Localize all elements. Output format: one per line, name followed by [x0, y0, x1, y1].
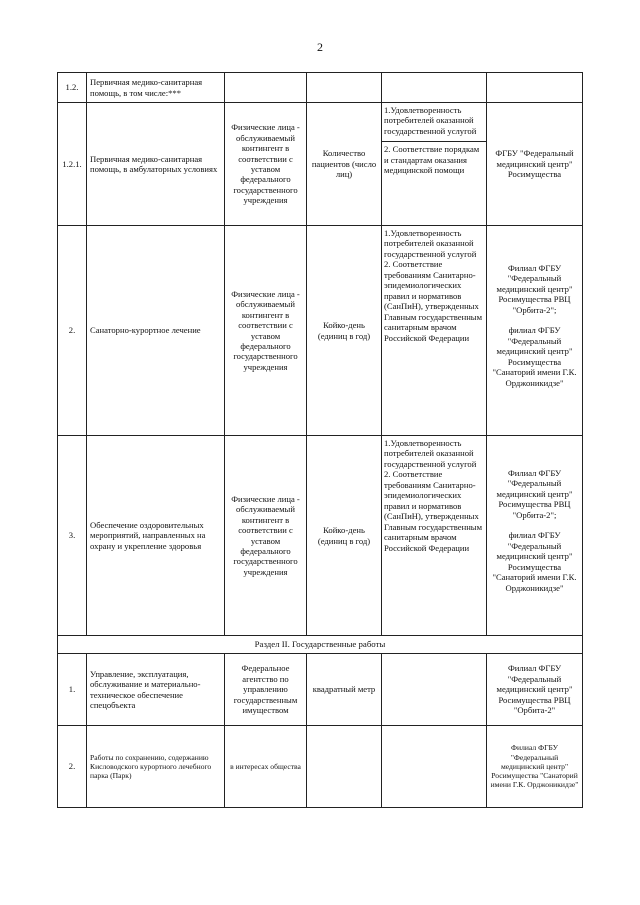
work-name: Управление, эксплуатация, обслуживание и материально-техническое обеспечение спецобъекта [87, 654, 225, 726]
table-row [58, 726, 583, 808]
consumers-cell: Физические лица - обслуживаемый контингент в соответствии с уставом федерального государственного учреждения [225, 226, 307, 436]
organization-cell: Филиал ФГБУ "Федеральный медицинский центр" Росимущества РВЦ "Орбита-2" [487, 654, 583, 726]
unit-cell: Койко-день (единиц в год) [307, 436, 382, 636]
row-number: 2. [58, 226, 87, 436]
service-name: Санаторно-курортное лечение [87, 226, 225, 436]
services-table [57, 72, 583, 808]
row-number: 3. [58, 436, 87, 636]
empty-cell [307, 726, 382, 808]
table-row [58, 103, 583, 226]
organization-cell [487, 226, 583, 436]
consumers-cell: Физические лица - обслуживаемый контингент в соответствии с уставом федерального государственного учреждения [225, 103, 307, 226]
consumers-cell: Федеральное агентство по управлению государственным имуществом [225, 654, 307, 726]
empty-cell [382, 726, 487, 808]
section-header-row [58, 636, 583, 654]
service-name: Первичная медико-санитарная помощь, в амбулаторных условиях [87, 103, 225, 226]
empty-cell [307, 73, 382, 103]
organization-cell [487, 436, 583, 636]
row-number: 2. [58, 726, 87, 808]
organization-cell: ФГБУ "Федеральный медицинский центр" Росимущества [487, 103, 583, 226]
organization-2: филиал ФГБУ "Федеральный медицинский центр" Росимущества "Санаторий имени Г.К. Орджоникидзе" [492, 325, 577, 388]
work-name: Работы по сохранению, содержанию Кисловодского курортного лечебного парка (Парк) [87, 726, 225, 808]
empty-cell [382, 654, 487, 726]
unit-cell: Количество пациентов (число лиц) [307, 103, 382, 226]
row-number: 1.2.1. [58, 103, 87, 226]
indicator-2: 2. Соответствие порядкам и стандартам оказания медицинской помощи [382, 141, 486, 177]
indicator-1: 1.Удовлетворенность потребителей оказанной государственной услугой [384, 105, 477, 136]
section-title: Раздел II. Государственные работы [58, 636, 583, 654]
consumers-cell: Физические лица - обслуживаемый контингент в соответствии с уставом федерального государственного учреждения [225, 436, 307, 636]
service-name: Обеспечение оздоровительных мероприятий, направленных на охрану и укрепление здоровья [87, 436, 225, 636]
table-row [58, 436, 583, 636]
table-row [58, 654, 583, 726]
table-row [58, 73, 583, 103]
organization-1: Филиал ФГБУ "Федеральный медицинский центр" Росимущества РВЦ "Орбита-2"; [496, 262, 573, 315]
service-name: Первичная медико-санитарная помощь, в том числе:*** [87, 73, 225, 103]
indicators-cell: 1.Удовлетворенность потребителей оказанной государственной услугой 2. Соответствие требованиям Санитарно-эпидемиологических правил и нормативов (СанПиН), утвержденных Главным государственным санитарным врачом Российской Федерации [382, 226, 487, 436]
table-row [58, 226, 583, 436]
organization-cell: Филиал ФГБУ "Федеральный медицинский центр" Росимущества "Санаторий имени Г.К. Орджоникидзе" [487, 726, 583, 808]
organization-2: филиал ФГБУ "Федеральный медицинский центр" Росимущества "Санаторий имени Г.К. Орджоникидзе" [492, 530, 577, 593]
empty-cell [382, 73, 487, 103]
consumers-cell: в интересах общества [225, 726, 307, 808]
row-number: 1.2. [58, 73, 87, 103]
indicators-cell [382, 103, 487, 226]
organization-1: Филиал ФГБУ "Федеральный медицинский центр" Росимущества РВЦ "Орбита-2"; [496, 467, 573, 520]
unit-cell: квадратный метр [307, 654, 382, 726]
row-number: 1. [58, 654, 87, 726]
empty-cell [225, 73, 307, 103]
page-number: 2 [317, 40, 323, 54]
indicators-cell: 1.Удовлетворенность потребителей оказанной государственной услугой 2. Соответствие требованиям Санитарно-эпидемиологических правил и нормативов (СанПиН), утвержденных Главным государственным санитарным врачом Российской Федерации [382, 436, 487, 636]
empty-cell [487, 73, 583, 103]
unit-cell: Койко-день (единиц в год) [307, 226, 382, 436]
